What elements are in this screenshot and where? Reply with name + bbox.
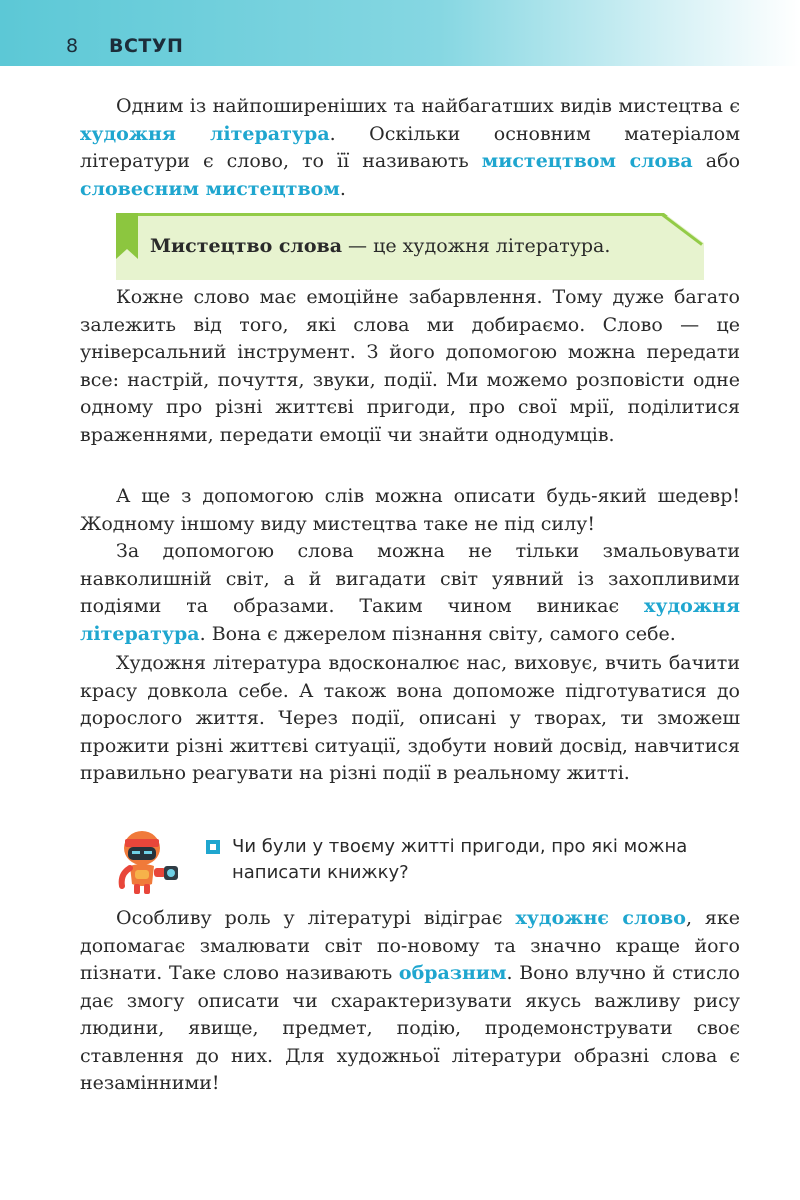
question-text: Чи були у твоєму житті пригоди, про які можна написати книжку?: [232, 836, 688, 883]
term-highlight: мистецтвом слова: [481, 150, 693, 172]
bookmark-icon: [116, 213, 138, 249]
term-highlight: словесним мистецтвом: [80, 177, 340, 200]
term-highlight: художня література: [80, 595, 740, 645]
paragraph-6: Особливу роль у літературі відіграє художнє слово, яке допомагає змалювати світ по-новому та значно краще його пізнати. Таке слово називають образним. Воно влучно й стисло дає змогу описати чи схарактеризувати якусь важливу рису людини, явище, предмет, подію, продемонструвати своє ставлення до них. Для художньої літератури образні слова є незамінними!: [80, 907, 740, 1094]
section-title: ВСТУП: [109, 35, 184, 57]
page-number: 8: [66, 35, 79, 57]
definition-corner: [664, 213, 704, 243]
paragraph-3: А ще з допомогою слів можна описати будь-який шедевр! Жодному іншому виду мистецтва таке не під силу!: [80, 485, 740, 535]
question-square-icon: [206, 840, 220, 854]
term-highlight: художня література: [80, 122, 330, 145]
paragraph-5: Художня література вдосконалює нас, виховує, вчить бачити красу довкола себе. А також вона допоможе підготуватися до дорослого життя. Через події, описані у творах, ти зможеш прожити різні життєві ситуації, здобути новий досвід, навчитися правильно реагувати на різні події в реальному житті.: [80, 652, 740, 784]
paragraph-4: За допомогою слова можна не тільки змальовувати навколишній світ, а й вигадати світ уявний із захопливими подіями та образами. Таким чином виникає художня література. Вона є джерелом пізнання світу, самого себе.: [80, 540, 740, 645]
paragraph-2: Кожне слово має емоційне забарвлення. Тому дуже багато залежить від того, які слова ми добираємо. Слово — це універсальний інструмент. З його допомогою можна передати все: настрій, почуття, звуки, події. Ми можемо розповісти одне одному про різні життєві пригоди, про свої мрії, поділитися враженнями, передати емоції чи знайти однодумців.: [80, 286, 740, 446]
definition-text: [150, 235, 610, 257]
robot-illustration: [108, 826, 188, 898]
term-highlight: художнє слово: [515, 907, 686, 929]
paragraph-1: Одним із найпоширеніших та найбагатших видів мистецтва є художня література. Оскільки основним матеріалом літератури є слово, то її називають мистецтвом слова або словесним мистецтвом.: [80, 95, 741, 200]
definition-rest: — це художня література.: [342, 235, 611, 257]
definition-term: Мистецтво слова: [150, 235, 343, 257]
term-highlight: образним: [398, 962, 507, 984]
